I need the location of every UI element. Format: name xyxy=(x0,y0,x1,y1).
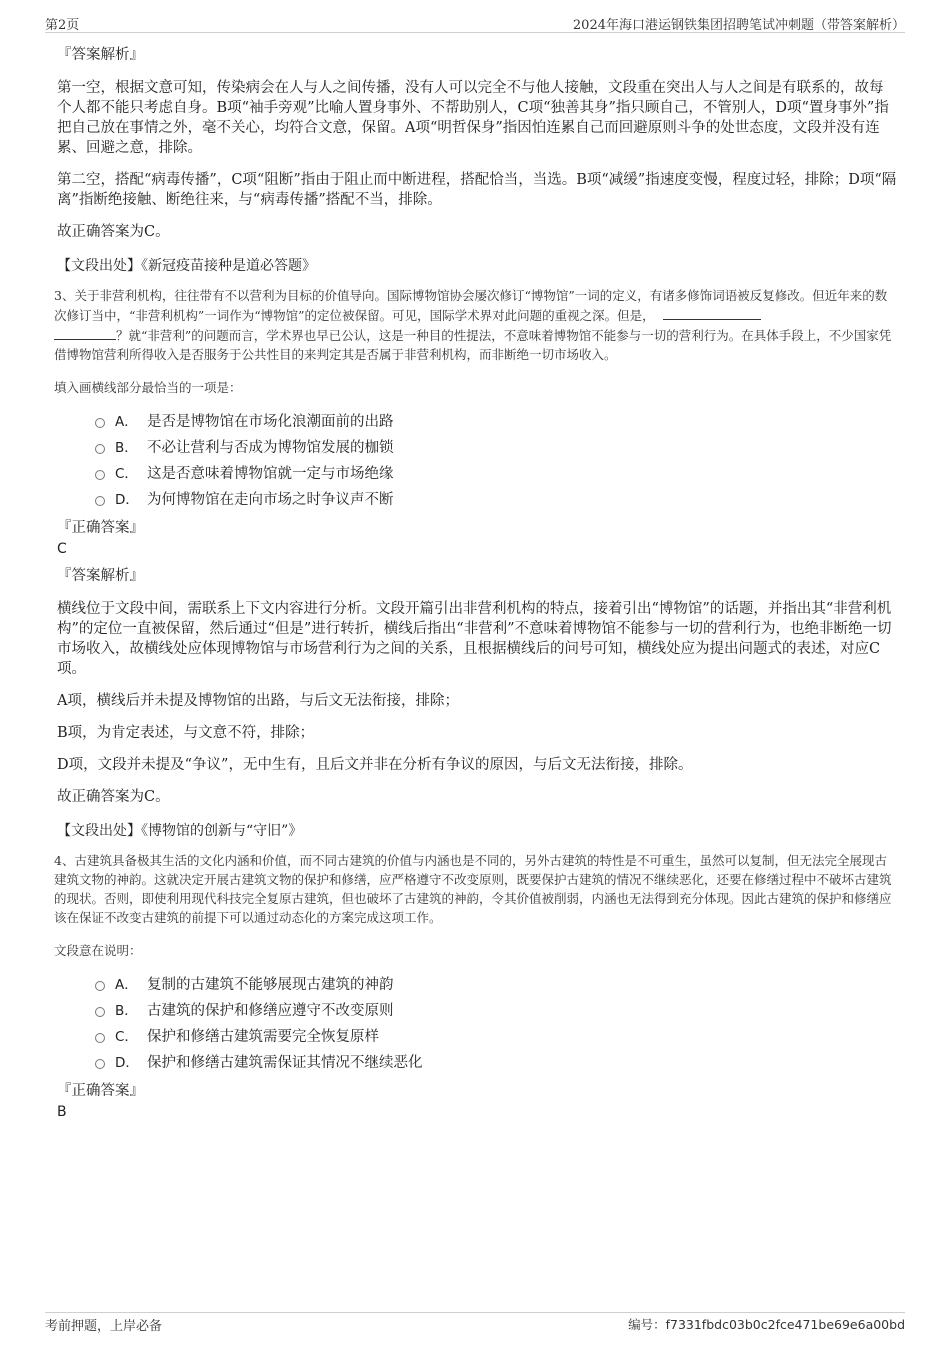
option-a[interactable]: A． 是否是博物馆在市场化浪潮面前的出路 xyxy=(95,409,897,435)
document-title: 2024年海口港运钢铁集团招聘笔试冲刺题（带答案解析） xyxy=(572,18,905,33)
radio-button[interactable] xyxy=(95,418,105,428)
radio-button[interactable] xyxy=(95,496,105,506)
radio-button[interactable] xyxy=(95,444,105,454)
fill-blank-line xyxy=(663,305,761,320)
passage-source: 【文段出处】《博物馆的创新与“守旧”》 xyxy=(57,823,303,839)
option-c[interactable]: C． 这是否意味着博物馆就一定与市场绝缘 xyxy=(95,461,897,487)
passage-source: 【文段出处】《新冠疫苗接种是道必答题》 xyxy=(57,258,316,274)
question-3-text-part2: ？就“非营利”的问题而言，学术界也早已公认，这是一种目的性提法，不意味着博物馆不能参与一切的营利行为。在具体手段上，不少国家凭借博物馆营利所得收入是否服务于公共性目的来判定其是否属于非营利机构，而非断绝一切市场收入。 xyxy=(54,328,892,362)
option-a[interactable]: A． 复制的古建筑不能够展现古建筑的神韵 xyxy=(95,972,897,998)
correct-answer-label: 『正确答案』 xyxy=(57,1083,144,1099)
radio-button[interactable] xyxy=(95,1059,105,1069)
correct-answer: B xyxy=(57,1104,67,1120)
correct-answer: C xyxy=(57,541,67,557)
question-3-text xyxy=(54,286,897,364)
page-content xyxy=(54,44,897,1122)
analysis-paragraph: 第一空，根据文意可知，传染病会在人与人之间传播，没有人可以完全不与他人接触，文段重在突出人与人之间是有联系的，故每个人都不能只考虑自身。B项“袖手旁观”比喻人置身事外、不帮助别人，C项“独善其身”指只顾自己，不管别人，D项“置身事外”指把自己放在事情之外，毫不关心，均符合文意，保留。A项“明哲保身”指因怕连累自己而回避原则斗争的处世态度，文段并没有连累、回避之意，排除。 xyxy=(57,80,889,156)
option-d[interactable]: D． 为何博物馆在走向市场之时争议声不断 xyxy=(95,487,897,513)
analysis-paragraph: B项，为肯定表述，与文意不符，排除； xyxy=(57,725,315,741)
radio-button[interactable] xyxy=(95,1033,105,1043)
option-b[interactable]: B． 不必让营利与否成为博物馆发展的枷锁 xyxy=(95,435,897,461)
analysis-paragraph: D项，文段并未提及“争议”，无中生有，且后文并非在分析有争议的原因，与后文无法衔接，排除。 xyxy=(57,757,693,773)
question-3-text-part1: 3、关于非营利机构，往往带有不以营利为目标的价值导向。国际博物馆协会屡次修订“博物馆”一词的定义，有诸多修饰词语被反复修改。但近年来的数次修订当中，“非营利机构”一词作为“博物馆”的定位被保留。可见，国际学术界对此问题的重视之深。但是， xyxy=(54,288,888,323)
question-3-options xyxy=(95,409,897,513)
correct-answer-label: 『正确答案』 xyxy=(57,520,144,536)
analysis-paragraph: 横线位于文段中间，需联系上下文内容进行分析。文段开篇引出非营利机构的特点，接着引出“博物馆”的话题，并指出其“非营利机构”的定位一直被保留，然后通过“但是”进行转折，横线后指出“非营利”不意味着博物馆不能参与一切的营利行为，也绝非断绝一切市场收入，故横线处应体现博物馆与市场营利行为之间的关系，且根据横线后的问号可知，横线处应为提出问题式的表述，对应C项。 xyxy=(57,601,892,677)
radio-button[interactable] xyxy=(95,470,105,480)
page-number: 第2页 xyxy=(45,18,80,33)
radio-button[interactable] xyxy=(95,981,105,991)
question-4-text: 4、古建筑具备极其生活的文化内涵和价值，而不同古建筑的价值与内涵也是不同的，另外古建筑的特性是不可重生，虽然可以复制，但无法完全展现古建筑文物的神韵。这就决定开展古建筑文物的保护和修缮，应严格遵守不改变原则，既要保护古建筑的情况不继续恶化，还要在修缮过程中不破坏古建筑的现状。否则，即使利用现代科技完全复原古建筑，但也破坏了古建筑的神韵，令其价值被削弱，内涵也无法得到充分体现。因此古建筑的保护和修缮应该在保证不改变古建筑的前提下可以通过动态化的方案完成这项工作。 xyxy=(54,853,892,925)
radio-button[interactable] xyxy=(95,1007,105,1017)
page-header xyxy=(45,12,905,33)
fill-blank-line xyxy=(54,325,116,340)
analysis-paragraph: 第二空，搭配“病毒传播”，C项“阻断”指由于阻止而中断进程，搭配恰当，当选。B项“减缓”指速度变慢，程度过轻，排除；D项“隔离”指断绝接触、断绝往来，与“病毒传播”搭配不当，排除。 xyxy=(57,172,897,208)
question-3-prompt: 填入画横线部分最恰当的一项是： xyxy=(54,380,242,395)
analysis-paragraph: 故正确答案为C。 xyxy=(57,789,170,805)
analysis-paragraph: 故正确答案为C。 xyxy=(57,224,170,240)
analysis-label: 『答案解析』 xyxy=(57,47,144,63)
analysis-text xyxy=(57,78,897,242)
analysis-label: 『答案解析』 xyxy=(57,568,144,584)
footer-slogan: 考前押题，上岸必备 xyxy=(45,1319,163,1334)
option-d[interactable]: D． 保护和修缮古建筑需保证其情况不继续恶化 xyxy=(95,1050,897,1076)
question-4-options xyxy=(95,972,897,1076)
page-footer xyxy=(45,1312,905,1335)
document-code: 编号：f7331fbdc03b0c2fce471be69e6a00bd xyxy=(628,1317,905,1332)
analysis-text xyxy=(57,599,897,807)
option-c[interactable]: C． 保护和修缮古建筑需要完全恢复原样 xyxy=(95,1024,897,1050)
question-4-prompt: 文段意在说明： xyxy=(54,943,142,958)
option-b[interactable]: B． 古建筑的保护和修缮应遵守不改变原则 xyxy=(95,998,897,1024)
analysis-paragraph: A项，横线后并未提及博物馆的出路，与后文无法衔接，排除； xyxy=(57,693,459,709)
